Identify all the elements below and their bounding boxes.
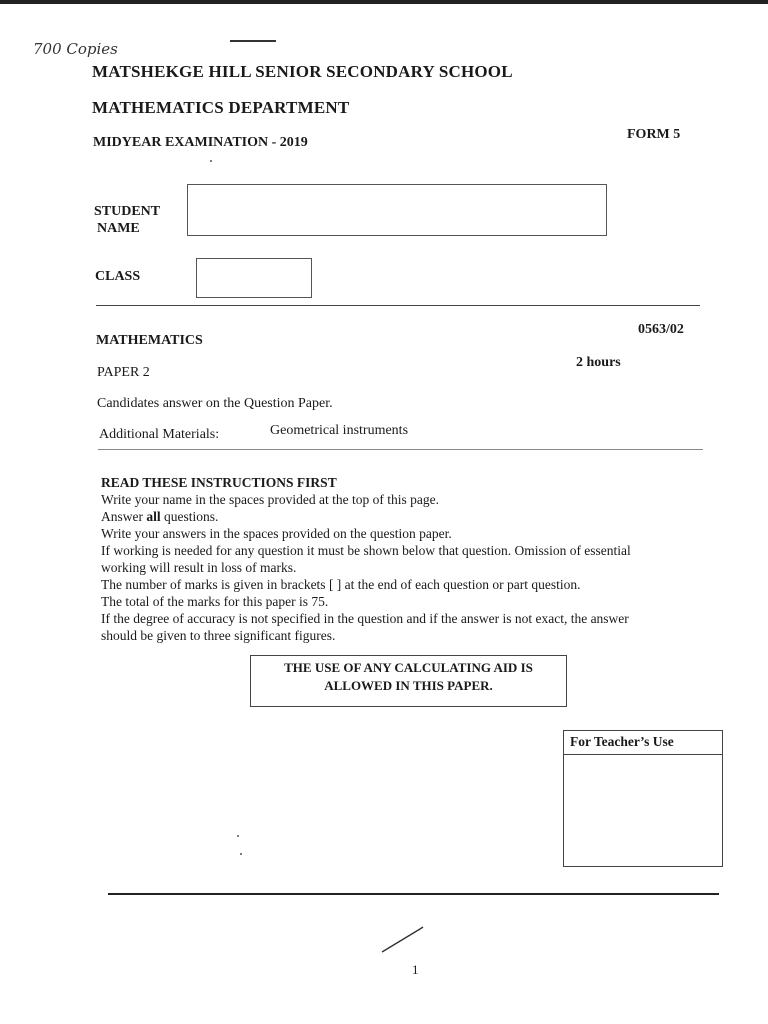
teacher-use-label: For Teacher’s Use bbox=[564, 731, 722, 755]
divider-bottom bbox=[108, 893, 719, 895]
paper-code: 0563/02 bbox=[638, 322, 684, 337]
calculator-notice-line: ALLOWED IN THIS PAPER. bbox=[324, 678, 493, 693]
instruction-line: If working is needed for any question it must be shown below that question. Omission of essential bbox=[101, 543, 631, 558]
instruction-line: should be given to three significant figures. bbox=[101, 628, 336, 643]
divider-top bbox=[96, 305, 700, 306]
class-field[interactable] bbox=[196, 258, 312, 298]
exam-title: MIDYEAR EXAMINATION - 2019 bbox=[93, 135, 308, 150]
scan-top-edge bbox=[0, 0, 768, 4]
instruction-line: Write your answers in the spaces provided on the question paper. bbox=[101, 526, 452, 541]
handwritten-note: 700 Copies bbox=[33, 40, 118, 58]
pen-stroke-mark bbox=[380, 925, 426, 955]
instruction-line: The number of marks is given in brackets [ ] at the end of each question or part question. bbox=[101, 577, 581, 592]
candidates-note: Candidates answer on the Question Paper. bbox=[97, 396, 333, 411]
instruction-line: If the degree of accuracy is not specified in the question and if the answer is not exact, the answer bbox=[101, 611, 629, 626]
subject-title: MATHEMATICS bbox=[96, 333, 203, 348]
scan-speck bbox=[240, 853, 242, 855]
teacher-use-box bbox=[563, 730, 723, 867]
calculator-notice-box bbox=[250, 655, 567, 707]
additional-materials-label: Additional Materials: bbox=[99, 427, 220, 442]
paper-number: PAPER 2 bbox=[97, 365, 150, 380]
handwritten-dash bbox=[230, 40, 276, 42]
department-title: MATHEMATICS DEPARTMENT bbox=[92, 98, 350, 117]
scan-speck bbox=[210, 160, 212, 162]
divider-middle bbox=[98, 449, 703, 450]
instructions-title: READ THESE INSTRUCTIONS FIRST bbox=[101, 475, 337, 490]
instruction-line: The total of the marks for this paper is 75. bbox=[101, 594, 329, 609]
instruction-line: Write your name in the spaces provided at the top of this page. bbox=[101, 492, 439, 507]
student-name-label: STUDENT NAME bbox=[94, 204, 161, 236]
school-name: MATSHEKGE HILL SENIOR SECONDARY SCHOOL bbox=[92, 62, 513, 81]
page-number: 1 bbox=[412, 962, 419, 977]
duration: 2 hours bbox=[576, 355, 621, 370]
class-label: CLASS bbox=[95, 269, 141, 284]
form-label: FORM 5 bbox=[627, 127, 681, 142]
student-name-field[interactable] bbox=[187, 184, 607, 236]
additional-materials-value: Geometrical instruments bbox=[270, 423, 409, 438]
calculator-notice-line: THE USE OF ANY CALCULATING AID IS bbox=[284, 660, 533, 675]
instruction-line: working will result in loss of marks. bbox=[101, 560, 297, 575]
instructions-block bbox=[101, 474, 711, 644]
scan-speck bbox=[237, 835, 239, 837]
instruction-line: Answer all questions. bbox=[101, 509, 219, 524]
